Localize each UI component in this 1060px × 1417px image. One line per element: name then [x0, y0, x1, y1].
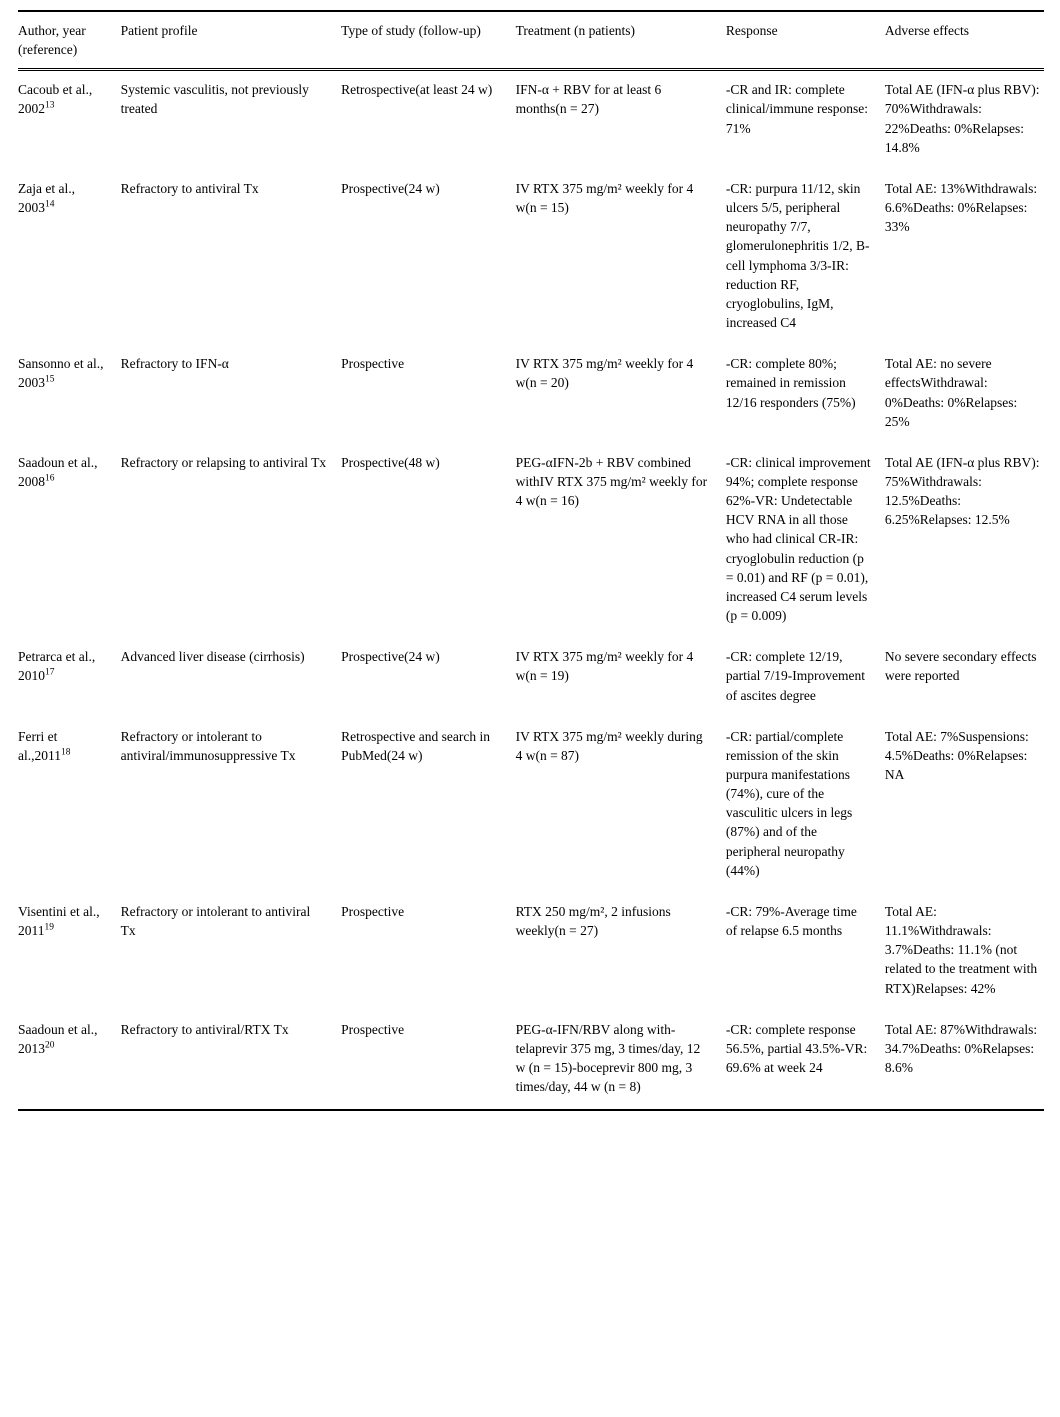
table-row: [18, 893, 1044, 1011]
reference-superscript: 14: [45, 199, 55, 210]
cell-author: [18, 345, 121, 444]
reference-superscript: 18: [61, 747, 71, 758]
reference-superscript: 17: [45, 667, 55, 678]
cell-patient-profile: Refractory or intolerant to antiviral Tx: [120, 903, 311, 939]
cell-study-type: Prospective: [341, 356, 405, 372]
studies-table: [18, 10, 1044, 1111]
reference-superscript: 16: [45, 473, 55, 484]
cell-treatment: IFN-α + RBV for at least 6 months(n = 27): [515, 82, 662, 117]
table-header-row: [18, 11, 1044, 70]
reference-superscript: 19: [44, 922, 54, 933]
cell-response: -CR: complete response 56.5%, partial 43.5%-VR: 69.6% at week 24: [725, 1021, 868, 1076]
author-text: Saadoun et al., 2013: [18, 1021, 98, 1056]
header-adverse-effects: Adverse effects: [885, 11, 1044, 70]
cell-study-type: Prospective: [341, 903, 405, 919]
cell-patient-profile: Refractory to antiviral Tx: [120, 180, 259, 196]
header-patient-profile: Patient profile: [121, 11, 342, 70]
header-treatment: Treatment (n patients): [516, 11, 726, 70]
reference-superscript: 13: [45, 100, 55, 111]
cell-author: [18, 444, 121, 638]
cell-response: -CR and IR: complete clinical/immune response: 71%: [725, 82, 868, 136]
author-text: Saadoun et al., 2008: [18, 454, 98, 489]
cell-treatment: IV RTX 375 mg/m² weekly for 4 w(n = 19): [515, 649, 694, 684]
cell-author: [18, 70, 121, 170]
table-row: [18, 718, 1044, 893]
cell-response: -CR: purpura 11/12, skin ulcers 5/5, peripheral neuropathy 7/7, glomerulonephritis 1/2, B-cell lymphoma 3/3-IR: reduction RF, cryoglobulins, IgM, increased C4: [725, 180, 870, 331]
author-text: Visentini et al., 2011: [18, 903, 100, 939]
cell-adverse-effects: Total AE: no severe effectsWithdrawal: 0%Deaths: 0%Relapses: 25%: [884, 356, 1018, 429]
cell-study-type: Retrospective(at least 24 w): [341, 82, 493, 98]
table-row: [18, 345, 1044, 444]
header-response: Response: [726, 11, 885, 70]
author-text: Petrarca et al., 2010: [18, 649, 96, 684]
table-row: [18, 638, 1044, 717]
cell-patient-profile: Systemic vasculitis, not previously treated: [120, 82, 309, 117]
cell-response: -CR: complete 12/19, partial 7/19-Improvement of ascites degree: [725, 649, 865, 703]
cell-patient-profile: Advanced liver disease (cirrhosis): [120, 649, 305, 665]
header-study-type: Type of study (follow-up): [341, 11, 515, 70]
cell-patient-profile: Refractory or intolerant to antiviral/immunosuppressive Tx: [120, 728, 296, 763]
cell-adverse-effects: Total AE: 13%Withdrawals: 6.6%Deaths: 0%Relapses: 33%: [884, 180, 1038, 235]
cell-response: -CR: complete 80%; remained in remission 12/16 responders (75%): [725, 356, 856, 410]
cell-study-type: Prospective(24 w): [341, 649, 440, 665]
author-text: Cacoub et al., 2002: [18, 82, 93, 117]
author-text: Ferri et al.,2011: [18, 728, 61, 763]
author-text: Sansonno et al., 2003: [18, 356, 104, 391]
cell-adverse-effects: Total AE (IFN-α plus RBV): 70%Withdrawals: 22%Deaths: 0%Relapses: 14.8%: [884, 82, 1040, 155]
table-row: [18, 444, 1044, 638]
author-text: Zaja et al., 2003: [18, 180, 75, 216]
cell-author: [18, 638, 121, 717]
cell-adverse-effects: Total AE: 87%Withdrawals: 34.7%Deaths: 0%Relapses: 8.6%: [884, 1021, 1038, 1076]
cell-patient-profile: Refractory to IFN-α: [120, 356, 229, 372]
header-author-year: Author, year (reference): [18, 11, 121, 70]
cell-treatment: IV RTX 375 mg/m² weekly during 4 w(n = 87): [515, 728, 703, 763]
cell-adverse-effects: No severe secondary effects were reported: [884, 649, 1037, 684]
cell-response: -CR: partial/complete remission of the skin purpura manifestations (74%), cure of the vasculitic ulcers in legs (87%) and of the peripheral neuropathy (44%): [725, 728, 853, 878]
cell-author: [18, 170, 121, 345]
cell-response: -CR: clinical improvement 94%; complete response 62%-VR: Undetectable HCV RNA in all those who had clinical CR-IR: cryoglobulin reduction (p = 0.01) and RF (p = 0.01), increased C4 serum levels (p = 0.009): [725, 454, 871, 624]
cell-treatment: IV RTX 375 mg/m² weekly for 4 w(n = 20): [515, 356, 694, 391]
reference-superscript: 15: [45, 374, 55, 385]
cell-response: -CR: 79%-Average time of relapse 6.5 months: [725, 903, 857, 939]
cell-study-type: Prospective(24 w): [341, 180, 440, 196]
cell-adverse-effects: Total AE: 11.1%Withdrawals: 3.7%Deaths: 11.1% (not related to the treatment with RTX)Relapses: 42%: [884, 903, 1038, 996]
table-row: [18, 1011, 1044, 1111]
cell-treatment: IV RTX 375 mg/m² weekly for 4 w(n = 15): [515, 180, 694, 216]
cell-study-type: Prospective: [341, 1021, 405, 1037]
cell-treatment: PEG-αIFN-2b + RBV combined withIV RTX 375 mg/m² weekly for 4 w(n = 16): [515, 454, 708, 509]
reference-superscript: 20: [45, 1040, 55, 1051]
cell-author: [18, 893, 121, 1011]
cell-author: [18, 1011, 121, 1111]
table-row: [18, 70, 1044, 170]
cell-patient-profile: Refractory or relapsing to antiviral Tx: [120, 454, 327, 470]
cell-adverse-effects: Total AE: 7%Suspensions: 4.5%Deaths: 0%Relapses: NA: [884, 728, 1029, 782]
cell-study-type: Retrospective and search in PubMed(24 w): [341, 728, 490, 763]
cell-study-type: Prospective(48 w): [341, 454, 440, 470]
table-row: [18, 170, 1044, 345]
cell-treatment: PEG-α-IFN/RBV along with-telaprevir 375 mg, 3 times/day, 12 w (n = 15)-boceprevir 800 mg, 3 times/day, 44 w (n = 8): [515, 1021, 701, 1095]
cell-patient-profile: Refractory to antiviral/RTX Tx: [120, 1021, 289, 1037]
cell-adverse-effects: Total AE (IFN-α plus RBV): 75%Withdrawals: 12.5%Deaths: 6.25%Relapses: 12.5%: [884, 454, 1040, 528]
cell-author: [18, 718, 121, 893]
cell-treatment: RTX 250 mg/m², 2 infusions weekly(n = 27): [515, 903, 671, 939]
